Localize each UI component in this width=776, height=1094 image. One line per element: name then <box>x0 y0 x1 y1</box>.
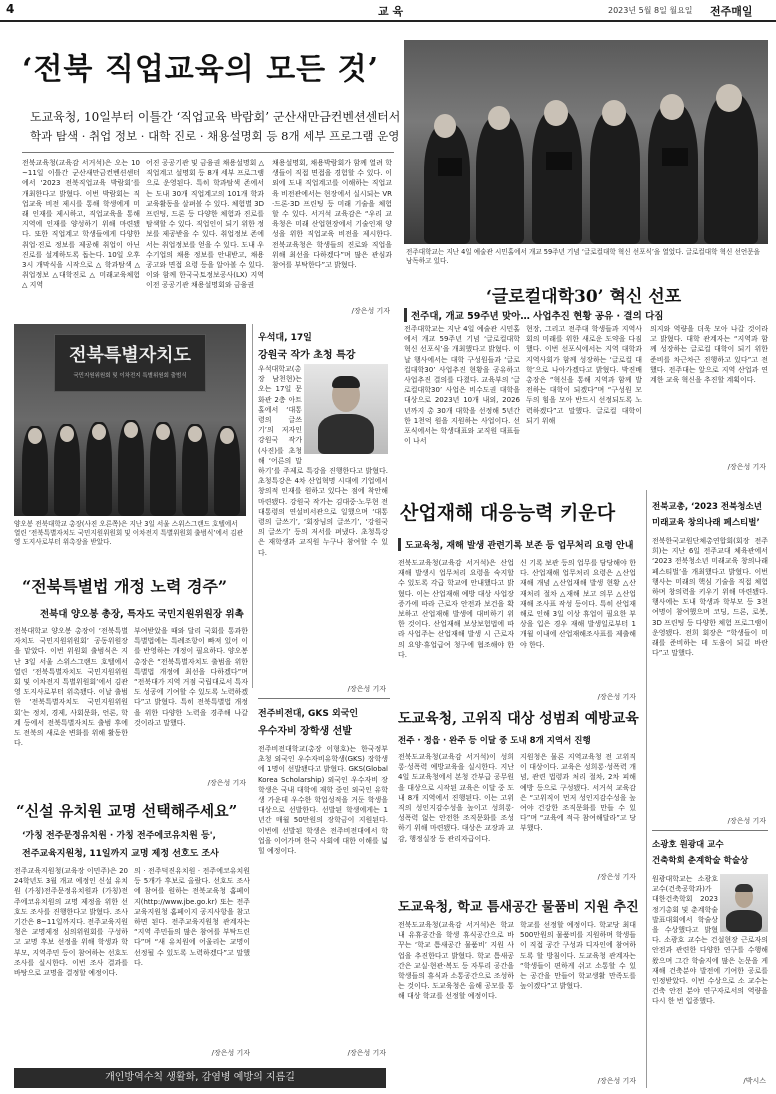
special-headline: “전북특별법 개정 노력 경주” <box>22 577 228 596</box>
author-box-byline: /장은성 기자 <box>347 685 386 693</box>
kindergarten-column-1: 전주교육지원청(교육장 이민주)은 2024학년도 3월 개교 예정인 신설 유치원 (가칭)전주문정유치원과 (가칭)전주에코유치원의 교명 제정을 위한 선호도 조사를 진행한다고 밝혔다. 조사기간은 8~11일까지다. 전주교육지원청은 교명제정 심의위원회를 구성하고 교명 후보 선정을 위해 학생과 학부모, 지역주민 등이 참여하는 선호도 조사를 실시한다. 이번 조사 결과를 바탕으로 교명을 결정할 예정이다. <box>14 867 128 978</box>
banner-subtitle: 국민지원위원회 및 이차전지 특별위원회 출범식 <box>73 373 187 379</box>
special-byline: /장은성 기자 <box>207 779 246 787</box>
lead-subtitle-1: 도교육청, 10일부터 이틀간 ‘직업교육 박람회’ 군산새만금컨벤션센터서 <box>30 110 401 124</box>
glocal-subtitle: 전주대, 개교 59주년 맞아… 사업추진 현황 공유 · 결의 다짐 <box>404 308 768 322</box>
professor-box-text <box>652 874 768 1074</box>
gks-box-text: 전주비전대학교(총장 이형호)는 한국정부초청 외국인 우수자비유학생(GKS) 장학생에 1명이 선발됐다고 밝혔다. GKS(Global Korea Scholarship) 외국인 우수자비 장학생은 국내 대학에 재학 중인 외국인 유학생 가운데 우수한 학업성적을 거둔 학생을 대상으로 선발한다. 선발된 학생에게는 1년간 매월 50만원의 장학금이 지원된다. 이번에 선발된 학생은 전주비전대에서 학업을 이어가며 한국 사회에 대한 이해를 넓힐 예정이다. <box>258 745 388 856</box>
sexcrime-column-2: 지원청은 물론 지역교육청 전 고위직이 대상이다. 교육은 성희롱·성폭력 개념, 관련 법령과 처리 절차, 2차 피해 예방 등으로 구성됐다. 서거석 교육감은 “고위직이 먼저 성인지감수성을 높여야 건강한 조직문화를 만들 수 있다”며 “교육에 적극 참여해달라”고 당부했다. <box>520 753 636 833</box>
column-divider <box>252 324 253 688</box>
glocal-photo-caption: 전주대학교는 지난 4일 예술관 시민홀에서 개교 59주년 기념 ‘글로컬대학 혁신 선포식’을 열었다. 글로컬대학 혁신 선언문을 낭독하고 있다. <box>406 248 760 265</box>
lead-column-1: 전북교육청(교육감 서거석)은 오는 10~11일 이틀간 군산새만금컨벤션센터에서 ‘2023 전북직업교육 박람회’를 개최한다고 밝혔다. 이번 박람회는 직업교육 비전 제시를 통해 학생에게 미래 인재를 제시하고, 직업교육을 통해 지역에 인재를 양성하기 위해 마련됐다. 또한 직업계고 학생들에게 다양한 취업·진로 정보를 제공해 취업이 아닌 진로를 설계하도록 돕는다. 10일 오후 3시 개막식을 시작으로 △ 학과탐색 △취업정보 △대학진로 △ 미래교육체험 △ 지역 <box>22 159 140 290</box>
youth-box-tag: 전북교총, ‘2023 전북청소년 <box>652 502 762 512</box>
author-box-title: 강원국 작가 초청 특강 <box>258 350 356 361</box>
special-column-2: 부여받았을 때와 달리 국회를 통과한 특별법에는 특례조항이 빠져 있어 이를 반영하는 개정이 필요하다. 양오봉 총장은 “전북특별자치도 출범을 위한 특별법 개정에 최선을 다하겠다”며 “전북대가 지역 거점 국립대로서 특자도 성공에 기여할 수 있도록 노력하겠다”고 밝혔다. 특히 전북특별법 개정을 위한 다양한 노력을 경주해 나갈 것이라고 말했다. <box>134 627 248 727</box>
kindergarten-column-2: 의 · 전주덕진유치원 · 전주에코유치원 등 5개가 후보로 올랐다. 선호도 조사에 참여를 원하는 전북교육청 홈페이지(http://www.jbe.go.kr) 또는 전주교육지원청 홈페이지 공지사항을 참고하면 된다. 전주교육지원청 관계자는 “지역 주민들의 많은 참여를 부탁드린다”며 “새 유치원에 어울리는 교명이 선정될 수 있도록 노력하겠다”고 말했다. <box>134 867 250 967</box>
disaster-column-1: 전북도교육청(교육감 서거석)은 산업재해 발생시 업무처리 요령을 숙지할 수 있도록 각급 학교에 안내했다고 밝혔다. 이는 산업재해 예방 대상 사업장 증가에 따라 근로자 안전과 보건을 확보하고 산업재해 발생에 대비하기 위한 것이다. 산업재해 보상보험법에 따라 사업주는 산업재해 발생 시 근로자의 요양·휴업급여 청구에 협조해야 한다. <box>398 559 514 659</box>
kindergarten-headline: “신설 유치원 교명 선택해주세요” <box>16 802 238 820</box>
youth-box-text: 전북한국교원단체총연합회(회장 전주희)는 지난 6일 전주교대 체육관에서 ‘2023 전북청소년 미래교육 창의나래 페스티벌’을 개최했다고 밝혔다. 이번 행사는 미래의 핵심 기술을 직접 체험하며 창의력을 키우기 위해 마련됐다. 행사에는 도내 학생과 학부모 등 3천여명이 참여했으며 코딩, 드론, 로봇, 3D 프린팅 등 다양한 체험 프로그램이 운영됐다. 전희 회장은 “학생들이 미래를 준비하는 데 도움이 되길 바란다”고 말했다. <box>652 537 768 658</box>
professor-box-byline: /박시스 <box>743 1077 766 1085</box>
kindergarten-subtitle-1: ‘가칭 전주문정유치원 · 가칭 전주에코유치원 등', <box>22 831 216 841</box>
lead-byline: /장은성 기자 <box>351 307 390 315</box>
glocal-column-1: 전주대학교는 지난 4일 예술관 시민홀에서 개교 59주년 기념 ‘글로컬대학 혁신 선포식’을 개최했다고 밝혔다. 이날 행사에서는 대학 구성원들과 ‘글로컬대학30’ 사업추진 현황을 공유하고 사업추진 결의를 다졌다. 교육부의 ‘글로컬대학30’ 사업은 비수도권 대학을 대상으로 2023년 10개 내외, 2026년까지 총 30개 대학을 선정해 5년간 한 1천억 원을 지원하는 사업이다. 선포식에서는 학생대표와 교직원 대표들이 나서 <box>404 325 520 446</box>
professor-box-body: 원광대학교는 소광호 교수(건축공학과)가 대한건축학회 2023 정기총회 및 춘계학술발표대회에서 학술상을 수상했다고 밝혔다. 소광호 교수는 건설현장 근로자의 안전과 관련한 다양한 연구를 수행해 왔으며 그간 학술지에 많은 논문을 게재해 건축분야 발전에 기여한 공로를 인정받았다. 이번 수상으로 소 교수는 건축 안전 분야 연구자로서의 역량을 다시 한 번 입증했다. <box>652 875 768 1006</box>
campaign-banner: 개인방역수칙 생활화, 감염병 예방의 지름길 <box>14 1068 386 1088</box>
kindergarten-byline: /장은성 기자 <box>211 1049 250 1057</box>
disaster-subtitle: 도교육청, 재해 발생 관련기록 보존 등 업무처리 요령 안내 <box>398 538 638 551</box>
glocal-headline: ‘글로컬대학30’ 혁신 선포 <box>486 287 682 307</box>
glocal-column-2: 현장, 그리고 전주대 학생들과 지역사회의 미래를 위한 새로운 도약을 다짐했다. 이번 선포식에서는 지역 대학과 지역사회가 함께 성장하는 ‘글로컬 대학’으로 나아가겠다고 밝혔다. 박진배 총장은 “혁신을 통해 지역과 함께 발전하는 대학이 되겠다”며 “구성원 모두의 힘을 모아 반드시 선정되도록 노력하겠다”고 말했다. 글로컬 대학이 되기 위해 <box>526 325 642 425</box>
professor-box-title: 건축학회 춘계학술 학술상 <box>652 856 749 866</box>
special-subtitle: 전북대 양오봉 총장, 특자도 국민지원위원장 위촉 <box>40 609 244 620</box>
sexcrime-headline: 도교육청, 고위직 대상 성범죄 예방교육 <box>398 711 639 727</box>
glocal-column-3: 의지와 역량을 더욱 모아 나갈 것이라고 밝혔다. 대학 관계자는 “지역과 함께 성장하는 글로컬 대학이 되기 위한 준비를 차근차근 진행하고 있다”고 전했다. 전주대는 앞으로 지역 산업과 연계한 교육 혁신을 추진할 계획이다. <box>650 325 768 385</box>
sexcrime-subtitle: 전주 · 정읍 · 완주 등 이달 중 도내 8개 지역서 진행 <box>398 736 591 746</box>
special-photo-caption: 양오봉 전북대학교 총장(사진 오른쪽)은 지난 3일 서울 스위스그랜드 호텔에서 열린 ‘전북특별자치도 국민지원위원회 및 이차전지 특별위원회 출범식’에서 김관영 도지사로부터 위촉장을 받았다. <box>14 520 244 546</box>
special-city-photo <box>14 324 246 516</box>
sexcrime-column-1: 전북도교육청(교육감 서거석)이 성희롱·성폭력 예방교육을 실시한다. 지난 4일 도교육청에서 본청 간부급 공무원을 대상으로 시작된 교육은 이달 중 도내 8개 지역에서 진행된다. 이는 고위직의 성인지감수성을 높이고 성희롱·성폭력 없는 안전한 조직문화를 조성하기 위해 마련됐다. 대상은 교장과 교감, 행정실장 등 관리자급이다. <box>398 753 514 843</box>
youth-box-byline: /장은성 기자 <box>727 817 766 825</box>
safespace-byline: /장은성 기자 <box>597 1077 636 1085</box>
disaster-headline: 산업재해 대응능력 키운다 <box>400 502 616 524</box>
disaster-column-2: 신 기록 보관 등의 업무를 담당해야 한다. 산업재해 업무처리 요령은 △산업재해 개념 △산업재해 발생 현황 △산재처리 절차 △재해 보고 의무 △산업재해 조사표 작성 등이다. 특히 산업재해로 인해 3일 이상 휴업이 필요한 부상을 입은 경우 재해 발생일로부터 1개월 이내에 산업재해조사표를 제출해야 한다. <box>520 559 636 649</box>
gks-box-tag: 전주비전대, GKS 외국인 <box>258 709 359 719</box>
newspaper-brand: 전주매일 <box>710 5 753 18</box>
gks-box-byline: /장은성 기자 <box>347 1049 386 1057</box>
disaster-byline: /장은성 기자 <box>597 693 636 701</box>
glocal-ceremony-photo <box>404 40 768 244</box>
page-header <box>0 0 776 22</box>
right-column-divider <box>646 490 647 1088</box>
sexcrime-byline: /장은성 기자 <box>597 873 636 881</box>
section-name: 교 육 <box>378 5 404 18</box>
safespace-column-2: 학교를 선정할 예정이다. 학교당 최대 500만원의 물품비를 지원하며 학생들이 직접 공간 구성과 디자인에 참여하도록 할 방침이다. 도교육청 관계자는 “학생들이 편하게 쉬고 소통할 수 있는 공간을 만들어 학교생활 만족도를 높이겠다”고 밝혔다. <box>520 921 636 991</box>
gks-rule <box>258 698 390 699</box>
safespace-column-1: 전북도교육청(교육감 서거석)은 학교 내 유휴공간을 학생 휴식공간으로 바꾸는 ‘학교 틈새공간 물품비’ 지원 사업을 추진한다고 밝혔다. 학교 틈새공간은 교실·현관·복도 등 자투리 공간을 학생들의 휴식과 소통공간으로 조성하는 것이다. 도교육청은 올해 공모를 통해 대상 학교를 선정할 예정이다. <box>398 921 514 1001</box>
author-box-body: 우석대학교(총장 남천현)는 오는 17일 문화관 2층 아트홀에서 ‘대통령의 글쓰기’의 저자인 강원국 작가(사진)를 초청해 ‘어른의 말하기’를 주제로 특강을 진행한다고 밝혔다. 초청특강은 4차 산업혁명 시대에 기업에서 창의적 인재를 원하고 있다는 점에 착안해 마련됐다. 강원국 작가는 김대중·노무현 전 대통령의 연설비서관으로 일했으며 ‘대통령의 글쓰기’, ‘회장님의 글쓰기’, ‘강원국의 글쓰기’ 등의 저서를 펴냈다. 초청특강은 재학생과 교직원 누구나 참여할 수 있다. <box>258 365 388 557</box>
safespace-headline: 도교육청, 학교 틈새공간 물품비 지원 추진 <box>398 900 639 915</box>
kindergarten-subtitle-2: 전주교육지원청, 11일까지 교명 제정 선호도 조사 <box>22 849 219 859</box>
gks-box-title: 우수자비 장학생 선발 <box>258 726 352 737</box>
professor-box-tag: 소광호 원광대 교수 <box>652 840 724 850</box>
lead-subtitle-2: 학과 탐색 · 취업 정보 · 대학 진로 · 채용설명회 등 8개 세부 프로그램 운영 <box>30 129 400 143</box>
glocal-byline: /장은성 기자 <box>727 463 766 471</box>
lead-column-3: 채용설명회, 채용박람회가 함께 열려 학생들이 직접 면접을 경험할 수 있다. 이 외에 도내 직업계고를 이해하는 직업교육 비전관에서는 현장에서 실시되는 VR·드론·3D 프린팅 등 미래 기술을 체험할 수 있다. 서거석 교육감은 “우리 교육청은 미래 산업현장에서 기술인재 양성을 위한 직업교육 비전을 제시한다. 전북교육청은 학생들의 진로와 직업을 위해 최선을 다하겠다”며 많은 관심과 참여를 부탁한다”고 밝혔다. <box>272 159 392 270</box>
page-number: 4 <box>6 2 15 16</box>
special-column-1: 전북대학교 양오봉 총장이 ‘전북특별자치도 국민지원위원회’ 공동위원장을 맡았다. 이번 위원회 출범식은 지난 3일 서울 스위스그랜드 호텔에서 열린 ‘전북특별자치도 국민지원위원회 및 이차전지 특별위원회’에서 김관영 도지사로부터 위촉됐다. 이날 출범한 ‘전북특별자치도 국민지원위원회’는 정치, 경제, 사회문화, 언론, 학계 등에서 전북특별자치도 출범 후에도 전북의 새로운 변화를 위해 활동한다. <box>14 627 128 748</box>
author-box-text <box>258 364 388 690</box>
banner-title: 전북특별자치도 <box>69 345 191 366</box>
professor-rule <box>652 830 768 831</box>
lead-rule <box>22 152 394 153</box>
youth-box-title: 미래교육 창의나래 페스티벌’ <box>652 518 760 528</box>
lead-headline: ‘전북 직업교육의 모든 것’ <box>22 52 380 87</box>
issue-date: 2023년 5월 8일 월요일 <box>608 6 693 15</box>
author-box-tag: 우석대, 17일 <box>258 333 312 343</box>
lead-column-2: 어진 공공기관 및 금융권 채용설명회 △직업계고 설명회 등 8개 세부 프로그램으로 운영된다. 특히 학과탐색 존에서는 도내 30개 직업계고의 101개 학과 교육활동을 살펴볼 수 있다. 체험별 3D 프린팅, 드론 등 다양한 체험과 진로를 탐색할 수 있다. 직업인이 되기 위한 정보를 제공받을 수 있다. 취업정보 존에서는 취업정보를 얻을 수 있다. 도내 우수기업의 채용 정보를 안내받고, 채용공고와 면접 요령 등을 알아볼 수 있다. 이와 함께 한국국토정보공사(LX) 지역 이전 공공기관 채용설명회와 금융권 <box>146 159 264 290</box>
event-banner <box>54 334 206 392</box>
